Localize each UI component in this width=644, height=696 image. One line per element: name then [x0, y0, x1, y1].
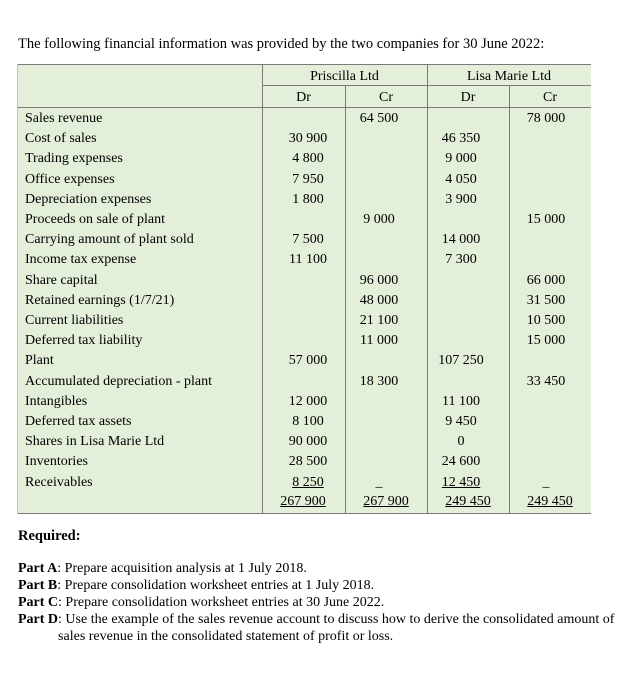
- lisa-dr-cell: 9 450: [445, 414, 477, 429]
- priscilla-dr-cell: 7 500: [292, 232, 324, 248]
- lisa-dr-cell: 11 100: [442, 393, 480, 409]
- row-label: Deferred tax assets: [25, 414, 132, 429]
- priscilla-dr-cell: 11 100: [289, 252, 327, 268]
- table-row: [18, 454, 591, 474]
- lisa-dr-cell: 24 600: [441, 454, 481, 470]
- row-label: Deferred tax liability: [25, 333, 143, 349]
- row-label: Intangibles: [25, 393, 88, 409]
- part-label: Part A: [18, 561, 58, 576]
- row-label: Inventories: [25, 454, 88, 470]
- row-label: Shares in Lisa Marie Ltd: [25, 434, 165, 450]
- table-row: [18, 313, 591, 333]
- lisa-dr-cell: 46 350: [441, 131, 481, 147]
- table-row: [18, 353, 591, 373]
- lisa-dr-cell: 7 300: [445, 252, 477, 268]
- priscilla-dr-cell: 4 800: [292, 151, 324, 167]
- part-b: [18, 577, 628, 594]
- required-heading: Required:: [18, 528, 81, 544]
- table-row: [18, 273, 591, 293]
- table-row: [18, 333, 591, 353]
- table-row: [18, 232, 591, 252]
- table-row: [18, 111, 591, 131]
- table-row: [18, 374, 591, 394]
- lisa-cr-cell: 33 450: [526, 373, 566, 389]
- priscilla-dr-cell: 1 800: [292, 191, 324, 207]
- lisa-dr-cell: 9 000: [445, 151, 477, 167]
- row-label: Income tax expense: [25, 252, 137, 268]
- row-label: Proceeds on sale of plant: [25, 212, 165, 227]
- table-row: [18, 192, 591, 212]
- priscilla-cr-cell: 9 000: [363, 212, 395, 227]
- table-row: [18, 172, 591, 192]
- financial-table: [17, 64, 591, 514]
- table-bottom-border: [18, 513, 591, 514]
- part-d: [18, 611, 628, 645]
- priscilla-cr-cell: 21 100: [359, 313, 399, 328]
- priscilla-cr-cell: 96 000: [359, 272, 399, 288]
- intro-text: The following financial information was provided by the two companies for 30 June 2022:: [18, 36, 545, 52]
- part-c: [18, 594, 628, 611]
- lisa-dr-cell: 0: [457, 434, 465, 450]
- table-top-border: [18, 64, 591, 65]
- table-row: [18, 151, 591, 171]
- table-row: [18, 131, 591, 151]
- priscilla-dr-cell: 12 000: [288, 393, 328, 409]
- lisa-cr-cell: 31 500: [526, 292, 566, 308]
- header-bottom-border: [18, 107, 591, 108]
- part-label: Part B: [18, 578, 58, 593]
- lisa-cr-header: Cr: [543, 90, 557, 105]
- row-label: Current liabilities: [25, 313, 124, 328]
- row-label: Cost of sales: [25, 131, 97, 147]
- row-label: Share capital: [25, 272, 98, 288]
- total-priscilla-dr: 267 900: [280, 494, 326, 509]
- priscilla-dr-cell: 30 900: [288, 131, 328, 147]
- lisa-dr-cell: 14 000: [441, 232, 481, 248]
- priscilla-cr-cell: _: [375, 474, 383, 490]
- priscilla-dr-cell: 8 100: [292, 414, 324, 429]
- table-row: [18, 434, 591, 454]
- row-label: Depreciation expenses: [25, 191, 152, 207]
- row-label: Plant: [25, 353, 54, 369]
- priscilla-cr-cell: 64 500: [359, 111, 399, 126]
- priscilla-dr-cell: 57 000: [288, 353, 328, 369]
- part-label: Part C: [18, 595, 59, 610]
- parts-list: [18, 560, 628, 645]
- lisa-dr-cell: 4 050: [445, 171, 477, 187]
- table-row: [18, 475, 591, 495]
- table-row: [18, 252, 591, 272]
- priscilla-cr-cell: 11 000: [360, 333, 398, 349]
- row-label: Carrying amount of plant sold: [25, 232, 194, 248]
- table-row: [18, 212, 591, 232]
- lisa-dr-cell: 12 450: [441, 474, 481, 490]
- row-label: Retained earnings (1/7/21): [25, 292, 175, 308]
- company-lisa-marie-header: Lisa Marie Ltd: [467, 69, 551, 84]
- part-text: : Prepare consolidation worksheet entries at 30 June 2022.: [58, 595, 385, 610]
- row-label: Sales revenue: [25, 111, 103, 126]
- priscilla-dr-cell: 90 000: [288, 434, 328, 450]
- priscilla-dr-cell: 28 500: [288, 454, 328, 470]
- lisa-cr-cell: _: [542, 474, 550, 490]
- priscilla-dr-cell: 8 250: [292, 474, 324, 490]
- priscilla-cr-header: Cr: [379, 90, 393, 105]
- company-priscilla-header: Priscilla Ltd: [310, 69, 379, 84]
- table-row: [18, 293, 591, 313]
- part-a: [18, 560, 628, 577]
- lisa-cr-cell: 78 000: [526, 111, 566, 126]
- table-row: [18, 414, 591, 434]
- priscilla-cr-cell: 48 000: [359, 292, 399, 308]
- priscilla-dr-header: Dr: [296, 90, 311, 105]
- lisa-dr-cell: 107 250: [438, 353, 484, 369]
- lisa-cr-cell: 15 000: [526, 212, 566, 227]
- part-text: : Prepare consolidation worksheet entries at 1 July 2018.: [57, 578, 375, 593]
- part-text: : Prepare acquisition analysis at 1 July 2018.: [57, 561, 307, 576]
- total-lisa-cr: 249 450: [527, 494, 573, 509]
- row-label: Receivables: [25, 474, 93, 490]
- row-label: Trading expenses: [25, 151, 123, 167]
- lisa-cr-cell: 15 000: [526, 333, 566, 349]
- part-text: : Use the example of the sales revenue account to discuss how to derive the consolidated amount of sales revenue in the consolidated statement of profit or loss.: [58, 612, 615, 644]
- row-label: Accumulated depreciation - plant: [25, 373, 212, 389]
- part-label: Part D: [18, 612, 59, 627]
- total-priscilla-cr: 267 900: [363, 494, 409, 509]
- lisa-dr-header: Dr: [460, 90, 476, 105]
- lisa-dr-cell: 3 900: [445, 191, 477, 207]
- row-label: Office expenses: [25, 171, 115, 187]
- lisa-cr-cell: 10 500: [526, 313, 566, 328]
- total-lisa-dr: 249 450: [445, 494, 491, 509]
- priscilla-cr-cell: 18 300: [359, 373, 399, 389]
- lisa-cr-cell: 66 000: [526, 272, 566, 288]
- table-row: [18, 394, 591, 414]
- priscilla-dr-cell: 7 950: [292, 171, 324, 187]
